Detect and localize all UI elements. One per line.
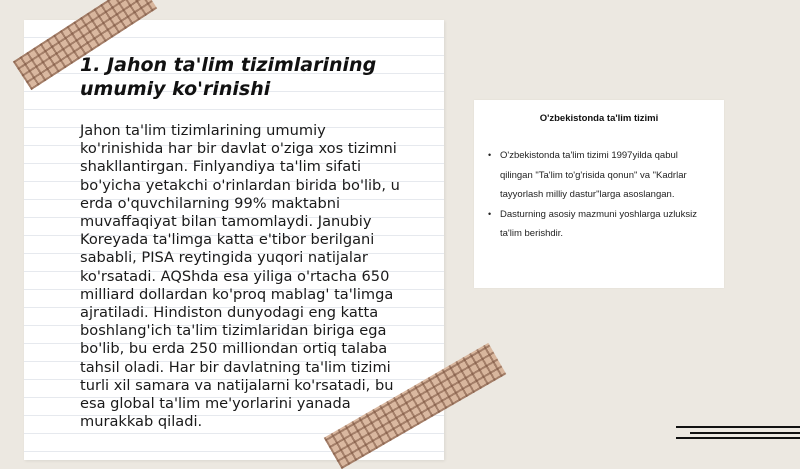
- list-item: [488, 205, 710, 244]
- decorative-line: [690, 432, 800, 434]
- info-card: [474, 100, 724, 288]
- decorative-line: [676, 437, 800, 439]
- slide-title: 1. Jahon ta'lim tizimlarining umumiy ko'rinishi: [80, 54, 377, 100]
- list-item-text: Dasturning asosiy mazmuni yoshlarga uzluksiz ta'lim berishdir.: [500, 208, 697, 239]
- list-item-text: O'zbekistonda ta'lim tizimi 1997yilda qabul qilingan "Ta'lim to'g'risida qonun" va "Kadrlar tayyorlash milliy dastur"larga asoslangan.: [500, 150, 687, 200]
- decorative-line: [676, 426, 800, 428]
- list-item: [488, 146, 710, 205]
- decorative-lines: [676, 426, 800, 450]
- slide-body-text: Jahon ta'lim tizimlarining umumiy ko'rinishida har bir davlat o'ziga xos tizimni shakllantirgan. Finlyandiya ta'lim sifati bo'yicha yetakchi o'rinlardan birida bo'lib, u erda o'quvchilarning 99% maktabni muvaffaqiyat bilan tamomlaydi. Janubiy Koreyada ta'limga katta e'tibor berilgani sababli, PISA reytingida yuqori natijalar ko'rsatadi. AQShda esa yiliga o'rtacha 650 milliard dollardan ko'proq mablag' ta'limga ajratiladi. Hindiston dunyodagi eng katta boshlang'ich ta'lim tizimlaridan biriga ega bo'lib, bu erda 250 milliondan ortiq talaba tahsil oladi. Har bir davlatning ta'lim tizimi turli xil samara va natijalarni ko'rsatadi, bu esa global ta'lim me'yorlarini yanada murakkab qiladi.: [80, 122, 400, 431]
- bullet-icon: •: [488, 208, 492, 219]
- bullet-icon: •: [488, 150, 492, 160]
- card-bullet-list: [488, 146, 710, 244]
- card-title: O'zbekistonda ta'lim tizimi: [539, 113, 659, 124]
